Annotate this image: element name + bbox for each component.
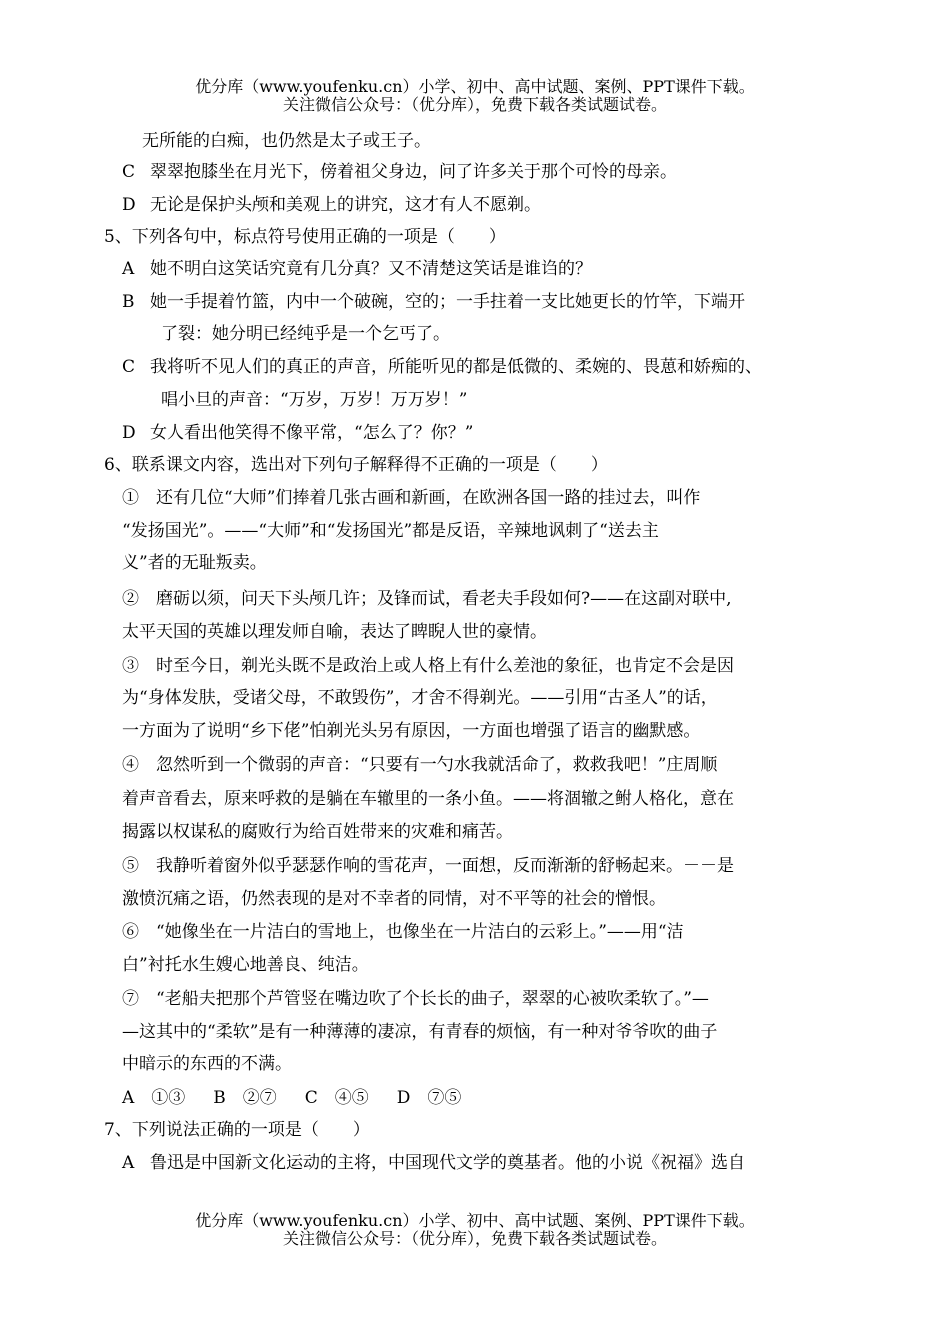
q6-item-6-line-1: ⑥ “她像坐在一片洁白的雪地上，也像坐在一片洁白的云彩上。”——用“洁 — [122, 922, 684, 942]
q6-item-2-line-2: 太平天国的英雄以理发师自喻，表达了睥睨人世的豪情。 — [122, 622, 547, 642]
q6-item-2-line-1: ② 磨砺以须，问天下头颅几许；及锋而试，看老夫手段如何?——在这副对联中, — [122, 589, 732, 609]
option-label: A — [122, 1153, 135, 1173]
option-text: 无论是保护头颅和美观上的讲究，这才有人不愿剃。 — [150, 195, 541, 215]
option-text: 她不明白这笑话究竟有几分真？又不清楚这笑话是谁诌的？ — [150, 259, 592, 279]
q6-item-1-line-3: 义”者的无耻叛卖。 — [122, 553, 267, 573]
q4-option-c — [122, 160, 677, 184]
q4-option-d — [122, 193, 541, 217]
q6-item-1-line-2: “发扬国光”。——“大师”和“发扬国光”都是反语，辛辣地讽刺了“送去主 — [122, 521, 659, 541]
q6-item-3-line-2: 为“身体发肤，受诸父母，不敢毁伤”，才舍不得剃光。——引用“古圣人”的话， — [122, 688, 718, 708]
q6-item-4-line-1: ④ 忽然听到一个微弱的声音：“只要有一勺水我就活命了，救救我吧！”庄周顺 — [122, 755, 718, 775]
q5-option-c — [122, 355, 762, 379]
q6-item-5-line-1: ⑤ 我静听着窗外似乎瑟瑟作响的雪花声，一面想，反而渐渐的舒畅起来。－－是 — [122, 856, 734, 876]
option-text: 女人看出他笑得不像平常，“怎么了？你？” — [150, 423, 474, 443]
q6-item-5-line-2: 激愤沉痛之语，仍然表现的是对不幸者的同情，对不平等的社会的憎恨。 — [122, 889, 666, 909]
option-text: 我将听不见人们的真正的声音，所能听见的都是低微的、柔婉的、畏葸和娇痴的、 — [150, 357, 762, 377]
q7-stem: 7、下列说法正确的一项是（ ） — [104, 1120, 370, 1140]
q6-item-1-line-1: ① 还有几位“大师”们捧着几张古画和新画，在欧洲各国一路的挂过去，叫作 — [122, 488, 701, 508]
page-header — [0, 78, 950, 114]
option-label: D — [122, 423, 136, 443]
answer-option-a: A ①③ — [122, 1088, 186, 1108]
q6-item-7-line-2: —这其中的“柔软”是有一种薄薄的凄凉，有青春的烦恼，有一种对爷爷吹的曲子 — [122, 1022, 718, 1042]
option-text: 她一手提着竹篮，内中一个破碗，空的；一手拄着一支比她更长的竹竿，下端开 — [150, 292, 745, 312]
q6-item-7-line-1: ⑦ “老船夫把那个芦管竖在嘴边吹了个长长的曲子，翠翠的心被吹柔软了。”— — [122, 989, 709, 1009]
q5-option-d — [122, 421, 473, 445]
option-label: A — [122, 259, 135, 279]
q6-item-7-line-3: 中暗示的东西的不满。 — [122, 1054, 292, 1074]
q6-stem: 6、联系课文内容，选出对下列句子解释得不正确的一项是（ ） — [104, 455, 608, 475]
q5-option-a — [122, 257, 592, 281]
footer-line-1: 优分库（www.youfenku.cn）小学、初中、高中试题、案例、PPT课件下载。 — [195, 1211, 755, 1230]
q4-continuation: 无所能的白痴，也仍然是太子或王子。 — [142, 131, 431, 151]
option-label: C — [122, 162, 136, 182]
option-label: C — [122, 357, 136, 377]
q5-option-c-cont: 唱小旦的声音：“万岁，万岁！万万岁！” — [161, 390, 468, 410]
q6-item-3-line-3: 一方面为了说明“乡下佬”怕剃光头另有原因，一方面也增强了语言的幽默感。 — [122, 721, 701, 741]
answer-option-c: C ④⑤ — [304, 1088, 369, 1108]
answer-option-d: D ⑦⑤ — [396, 1088, 462, 1108]
q6-item-4-line-2: 着声音看去，原来呼救的是躺在车辙里的一条小鱼。——将涸辙之鲋人格化，意在 — [122, 789, 734, 809]
option-text: 翠翠抱膝坐在月光下，傍着祖父身边，问了许多关于那个可怜的母亲。 — [150, 162, 677, 182]
q6-item-3-line-1: ③ 时至今日，剃光头既不是政治上或人格上有什么差池的象征，也肯定不会是因 — [122, 656, 734, 676]
header-line-1: 优分库（www.youfenku.cn）小学、初中、高中试题、案例、PPT课件下载。 — [195, 77, 755, 96]
option-label: D — [122, 195, 136, 215]
page-footer — [0, 1212, 950, 1248]
q6-answer-options — [122, 1086, 489, 1110]
q7-option-a — [122, 1151, 745, 1175]
q5-stem: 5、下列各句中，标点符号使用正确的一项是（ ） — [104, 227, 506, 247]
q6-item-4-line-3: 揭露以权谋私的腐败行为给百姓带来的灾难和痛苦。 — [122, 822, 513, 842]
footer-line-2: 关注微信公众号：（优分库），免费下载各类试题试卷。 — [282, 1229, 667, 1248]
header-line-2: 关注微信公众号：（优分库），免费下载各类试题试卷。 — [282, 95, 667, 114]
option-label: B — [122, 292, 135, 312]
q5-option-b — [122, 290, 745, 314]
answer-option-b: B ②⑦ — [213, 1088, 277, 1108]
q6-item-6-line-2: 白”衬托水生嫂心地善良、纯洁。 — [122, 955, 369, 975]
q5-option-b-cont: 了裂：她分明已经纯乎是一个乞丐了。 — [161, 324, 450, 344]
option-text: 鲁迅是中国新文化运动的主将，中国现代文学的奠基者。他的小说《祝福》选自 — [150, 1153, 745, 1173]
